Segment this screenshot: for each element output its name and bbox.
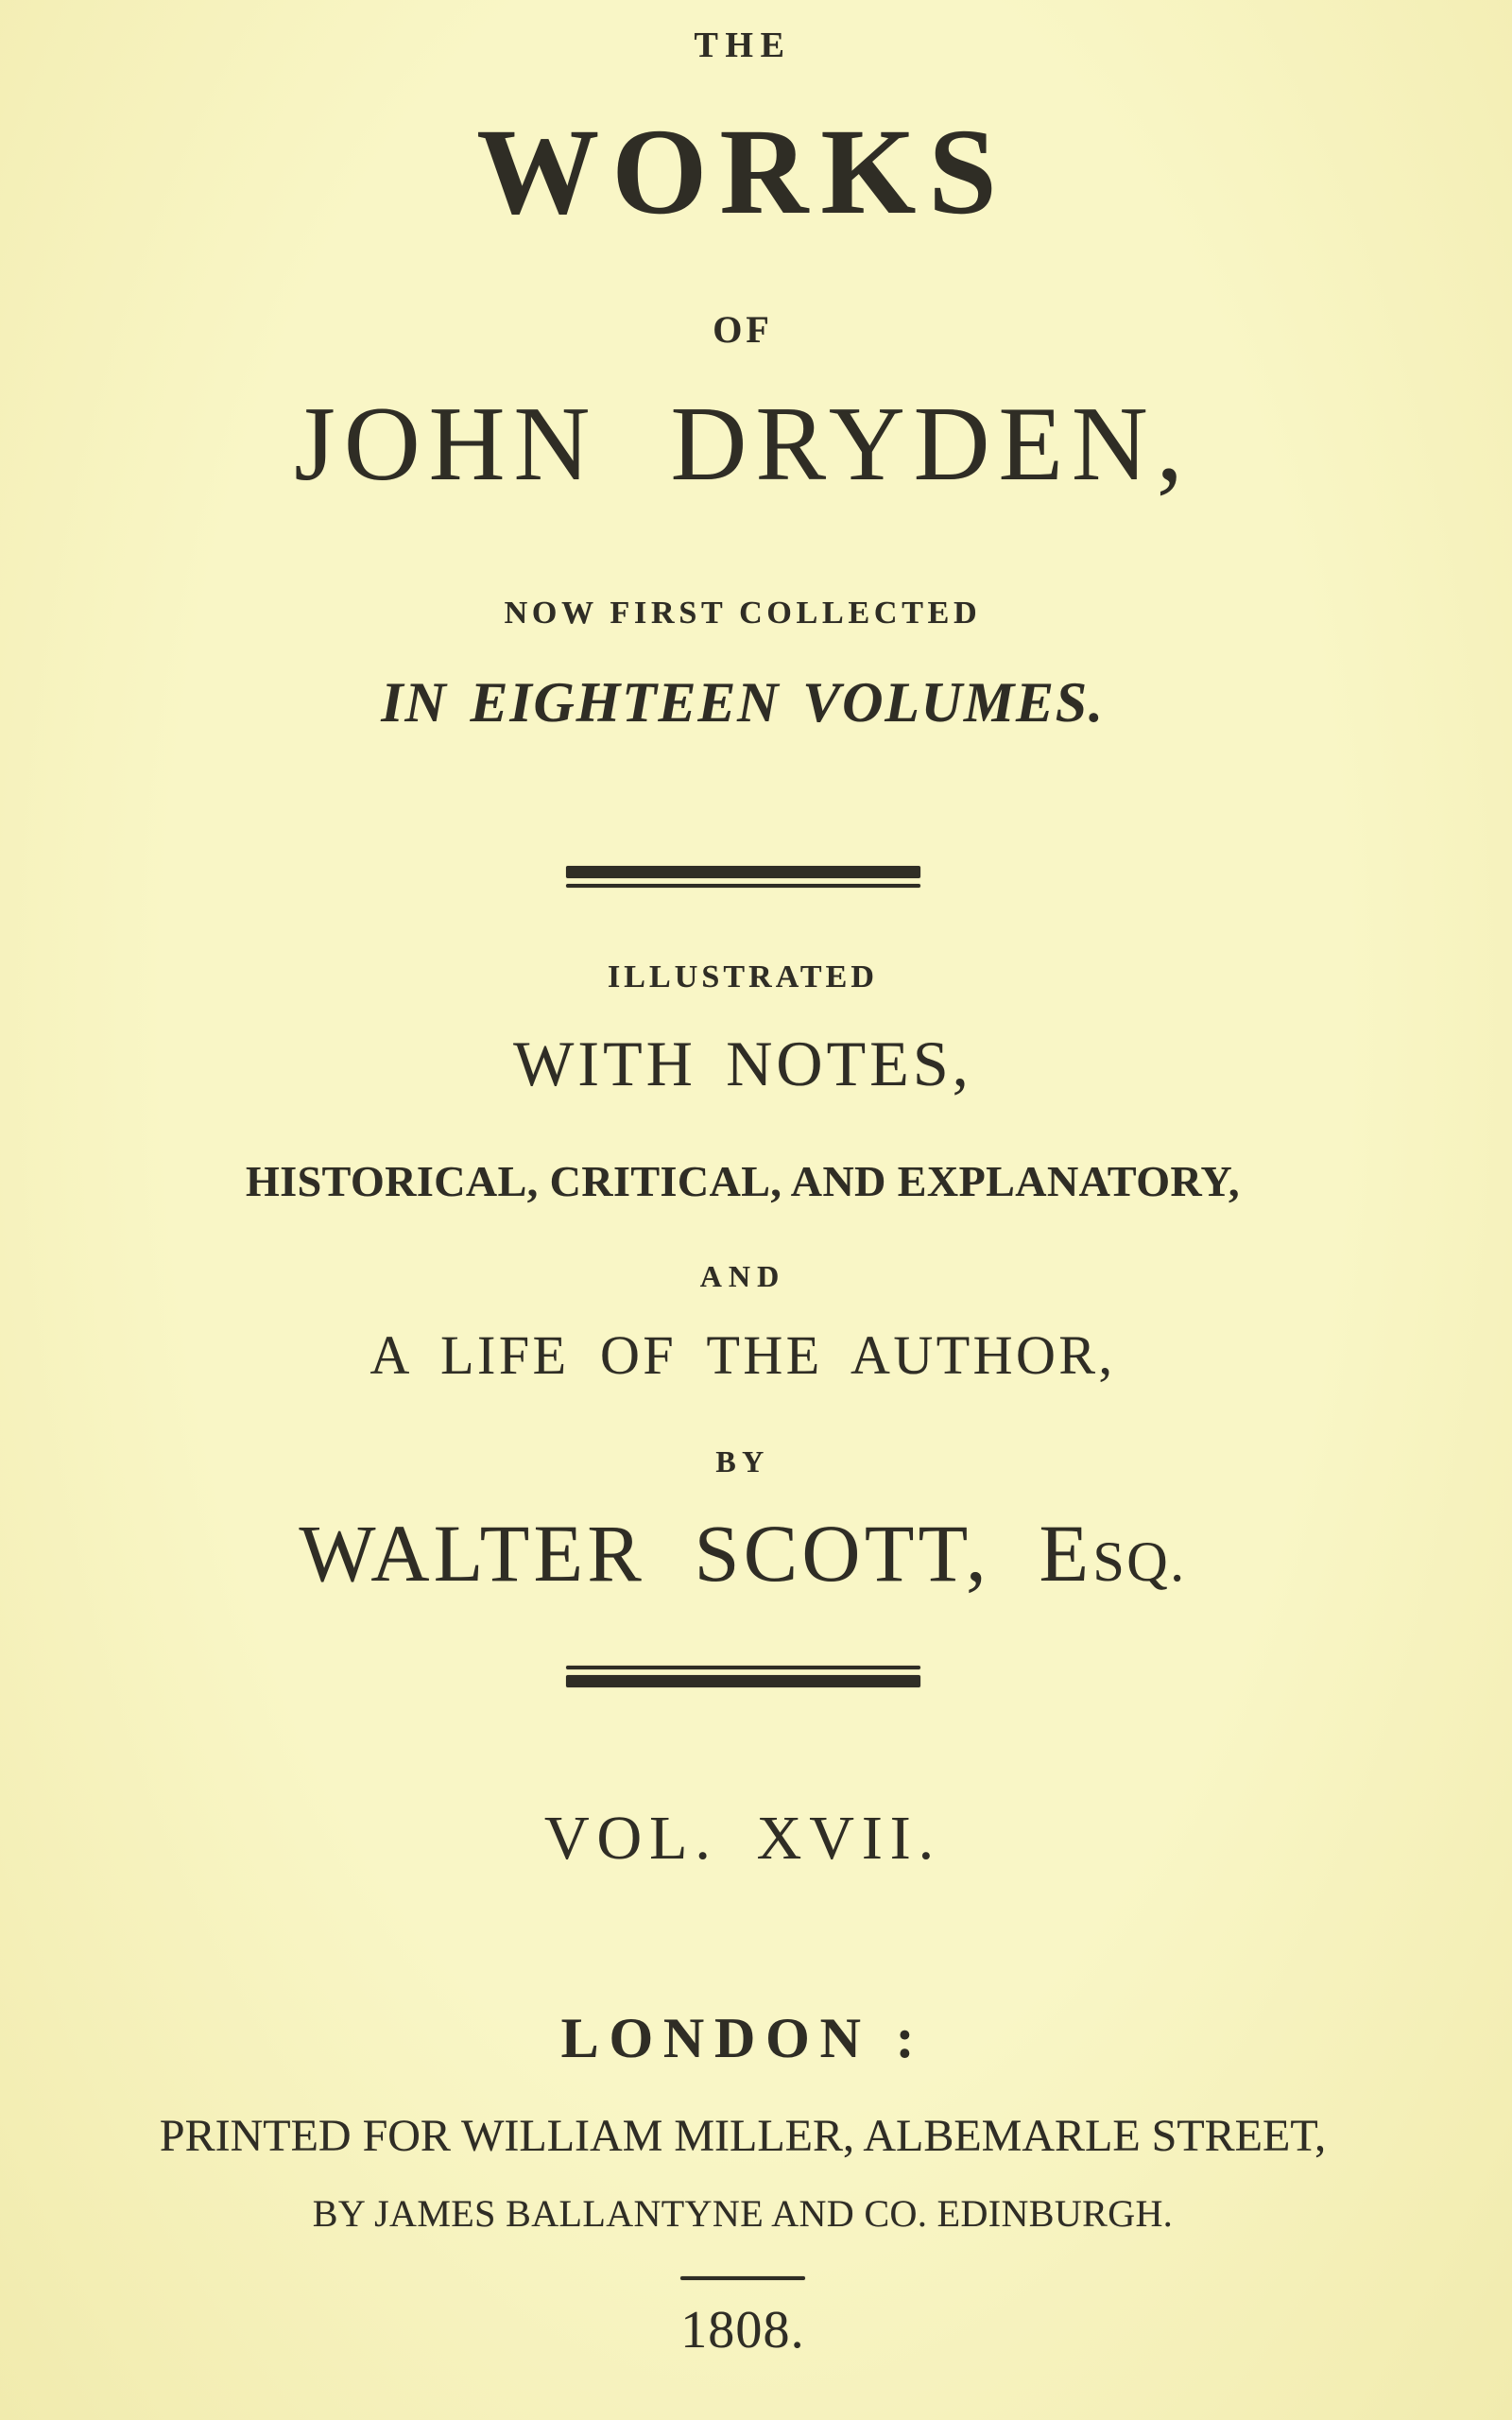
half-title-the: THE [694,26,792,65]
rule-bar-thin [566,1666,920,1669]
editor-name [0,1508,1499,1599]
rule-bar-thick [566,866,920,878]
byline-by: BY [715,1444,770,1478]
rule-bar-thin [680,2276,805,2280]
imprint-printer: BY JAMES BALLANTYNE AND CO. EDINBURGH. [312,2192,1174,2235]
imprint-year: 1808. [680,2301,805,2360]
imprint-publisher: PRINTED FOR WILLIAM MILLER, ALBEMARLE STREET, [159,2111,1327,2161]
imprint-city: LONDON : [560,2007,925,2069]
subtitle-notes-detail: HISTORICAL, CRITICAL, AND EXPLANATORY, [246,1157,1240,1205]
author-name: JOHN DRYDEN, [294,386,1192,503]
volume-number: VOL. XVII. [543,1804,942,1873]
rule-bar-thick [566,1675,920,1687]
editor-name-main: WALTER SCOTT, E [299,1508,1093,1599]
short-rule [0,2276,1512,2280]
conjunction-and: AND [699,1259,786,1293]
illustrated-note: ILLUSTRATED [607,959,879,994]
collection-note: NOW FIRST COLLECTED [504,596,982,631]
main-title-works: WORKS [476,104,1009,240]
editor-esq-suffix: SQ. [1092,1530,1187,1594]
volumes-note: IN EIGHTEEN VOLUMES. [381,671,1105,734]
double-rule-top [0,866,1512,888]
subtitle-with-notes: WITH NOTES, [513,1028,972,1099]
rule-bar-thin [566,884,920,888]
double-rule-bottom [0,1666,1512,1687]
subtitle-life-of-author: A LIFE OF THE AUTHOR, [369,1324,1116,1386]
title-of: OF [713,308,773,351]
